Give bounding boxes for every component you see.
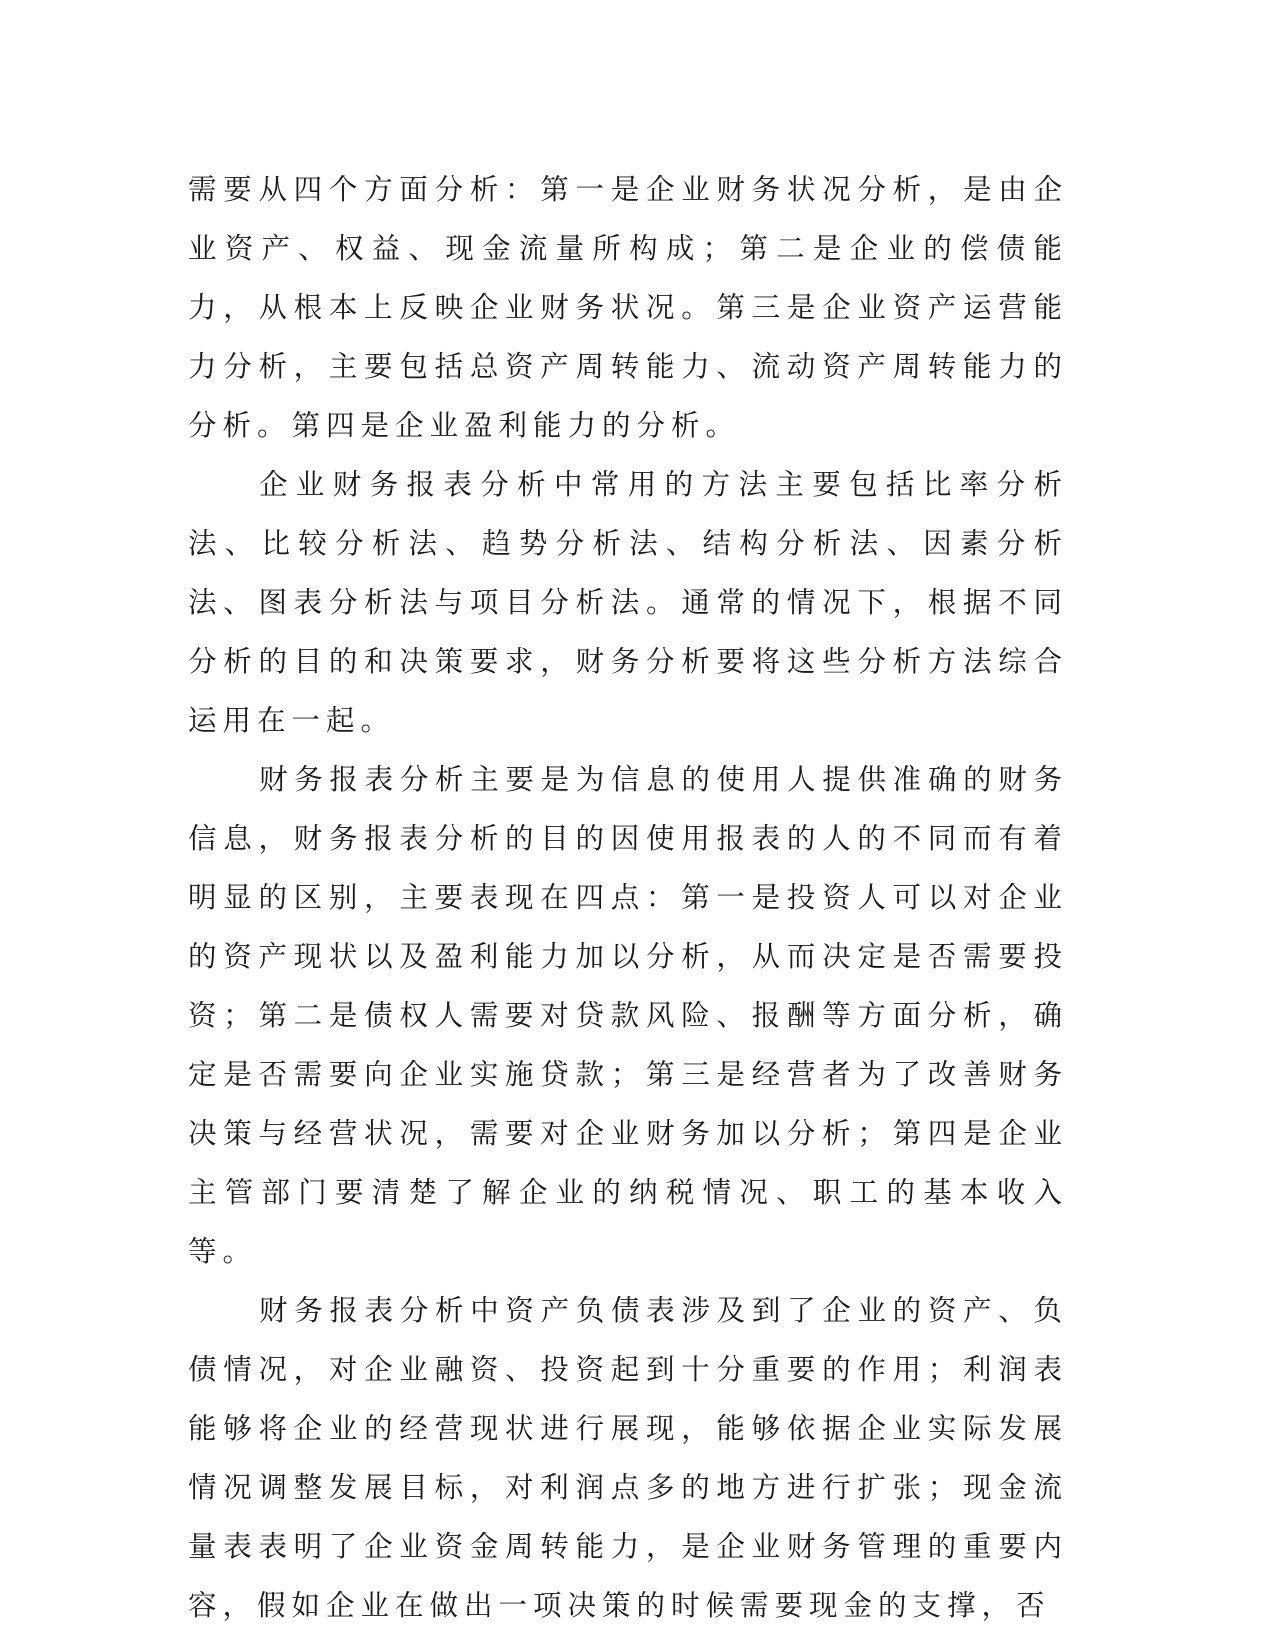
body-text [188,160,1068,1635]
paragraph-1: 需要从四个方面分析：第一是企业财务状况分析，是由企业资产、权益、现金流量所构成；第二是企业的偿债能力，从根本上反映企业财务状况。第三是企业资产运营能力分析，主要包括总资产周转能力、流动资产周转能力的分析。第四是企业盈利能力的分析。 [188,173,1068,442]
paragraph-2: 企业财务报表分析中常用的方法主要包括比率分析法、比较分析法、趋势分析法、结构分析法、因素分析法、图表分析法与项目分析法。通常的情况下，根据不同分析的目的和决策要求，财务分析要将这些分析方法综合运用在一起。 [188,468,1068,737]
paragraph-3: 财务报表分析主要是为信息的使用人提供准确的财务信息，财务报表分析的目的因使用报表的人的不同而有着明显的区别，主要表现在四点：第一是投资人可以对企业的资产现状以及盈利能力加以分析，从而决定是否需要投资；第二是债权人需要对贷款风险、报酬等方面分析，确定是否需要向企业实施贷款；第三是经营者为了改善财务决策与经营状况，需要对企业财务加以分析；第四是企业主管部门要清楚了解企业的纳税情况、职工的基本收入等。 [188,763,1068,1268]
paragraph-4: 财务报表分析中资产负债表涉及到了企业的资产、负债情况，对企业融资、投资起到十分重要的作用；利润表能够将企业的经营现状进行展现，能够依据企业实际发展情况调整发展目标，对利润点多的地方进行扩张；现金流量表表明了企业资金周转能力，是企业财务管理的重要内容，假如企业在做出一项决策的时候需要现金的支撑，否 [188,1294,1068,1622]
